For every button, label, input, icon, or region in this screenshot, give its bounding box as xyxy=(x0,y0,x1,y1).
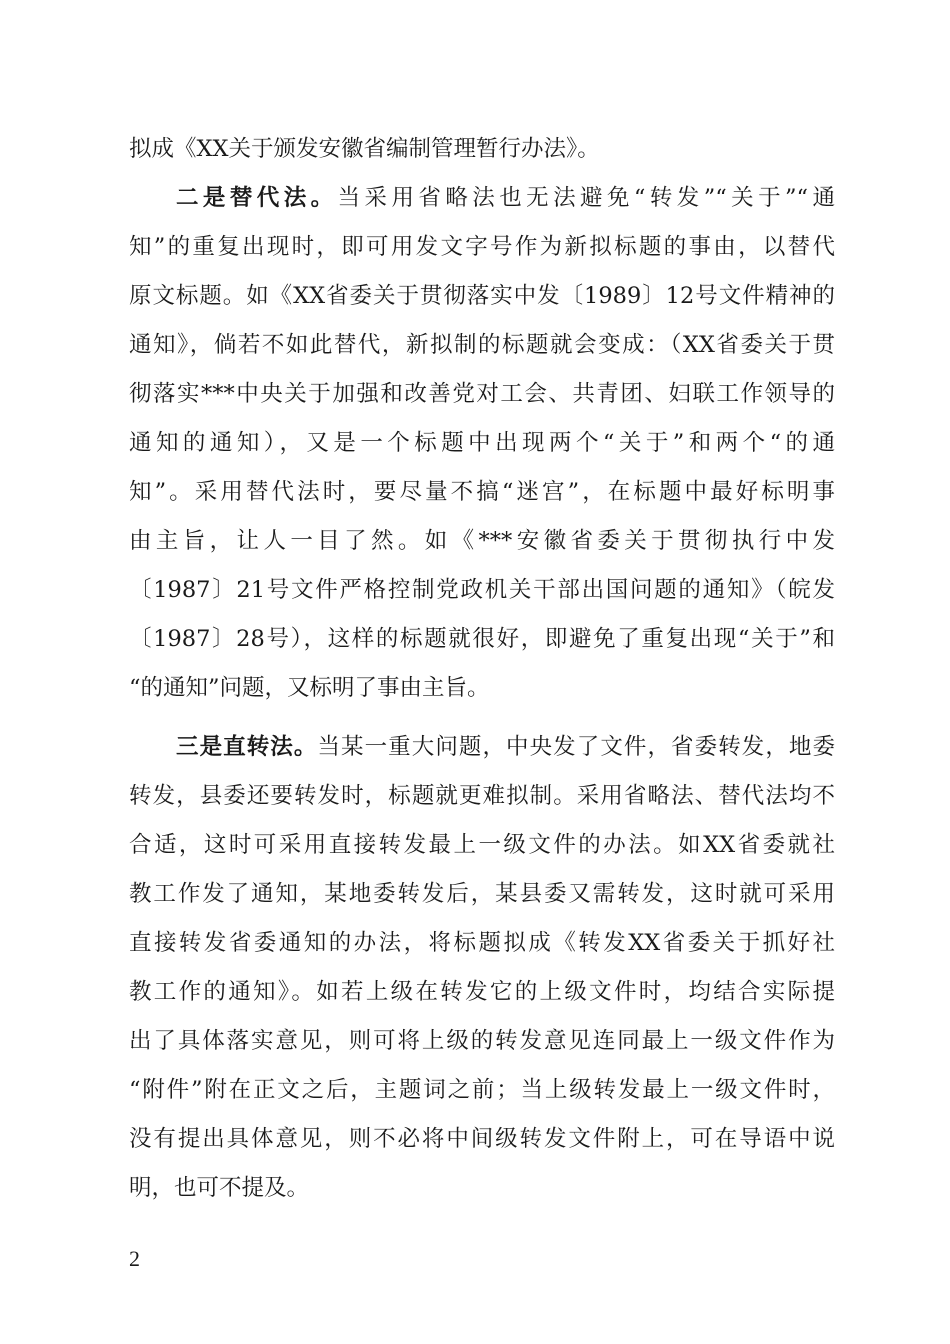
section-heading: 二是替代法。 xyxy=(176,185,338,211)
paragraph-line: 直接转发省委通知的办法，将标题拟成《转发XX省委关于抓好社 xyxy=(129,930,835,956)
paragraph-line: 转发，县委还要转发时，标题就更难拟制。采用省略法、替代法均不 xyxy=(129,783,835,809)
paragraph-line: 知”的重复出现时，即可用发文字号作为新拟标题的事由，以替代 xyxy=(129,234,835,260)
section-heading: 三是直转法。 xyxy=(176,734,318,760)
paragraph-line: “的通知”问题，又标明了事由主旨。 xyxy=(129,675,490,701)
paragraph-line: 知”。采用替代法时，要尽量不搞“迷宫”，在标题中最好标明事 xyxy=(129,479,835,505)
paragraph-text: 当采用省略法也无法避免“转发”“关于”“通 xyxy=(337,185,835,211)
paragraph-line xyxy=(176,173,835,223)
paragraph-line: 通知的通知），又是一个标题中出现两个“关于”和两个“的通 xyxy=(129,430,835,456)
paragraph-line: 教工作发了通知，某地委转发后，某县委又需转发，这时就可采用 xyxy=(129,881,835,907)
paragraph-line: 由主旨，让人一目了然。如《***安徽省委关于贯彻执行中发 xyxy=(129,528,835,554)
paragraph-line: 拟成《XX关于颁发安徽省编制管理暂行办法》。 xyxy=(129,136,600,162)
paragraph-line: 彻落实***中央关于加强和改善党对工会、共青团、妇联工作领导的 xyxy=(129,381,835,407)
paragraph-line: 没有提出具体意见，则不必将中间级转发文件附上，可在导语中说 xyxy=(129,1126,835,1152)
page-number: 2 xyxy=(129,1246,140,1271)
paragraph-line: 出了具体落实意见，则可将上级的转发意见连同最上一级文件作为 xyxy=(129,1028,835,1054)
paragraph-text: 当某一重大问题，中央发了文件，省委转发，地委 xyxy=(317,734,835,760)
paragraph-line: 合适，这时可采用直接转发最上一级文件的办法。如XX省委就社 xyxy=(129,832,835,858)
paragraph-line: 原文标题。如《XX省委关于贯彻落实中发〔1989〕12号文件精神的 xyxy=(129,283,835,309)
paragraph-line: 通知》，倘若不如此替代，新拟制的标题就会变成：（XX省委关于贯 xyxy=(129,332,835,358)
paragraph-line: 教工作的通知》。如若上级在转发它的上级文件时，均结合实际提 xyxy=(129,979,835,1005)
paragraph-line: 〔1987〕28号），这样的标题就很好，即避免了重复出现“关于”和 xyxy=(129,626,835,652)
paragraph-line xyxy=(176,722,835,772)
paragraph-line: 〔1987〕21号文件严格控制党政机关干部出国问题的通知》（皖发 xyxy=(129,577,835,603)
paragraph-line: 明，也可不提及。 xyxy=(129,1175,310,1201)
paragraph-line: “附件”附在正文之后，主题词之前；当上级转发最上一级文件时， xyxy=(129,1077,835,1103)
